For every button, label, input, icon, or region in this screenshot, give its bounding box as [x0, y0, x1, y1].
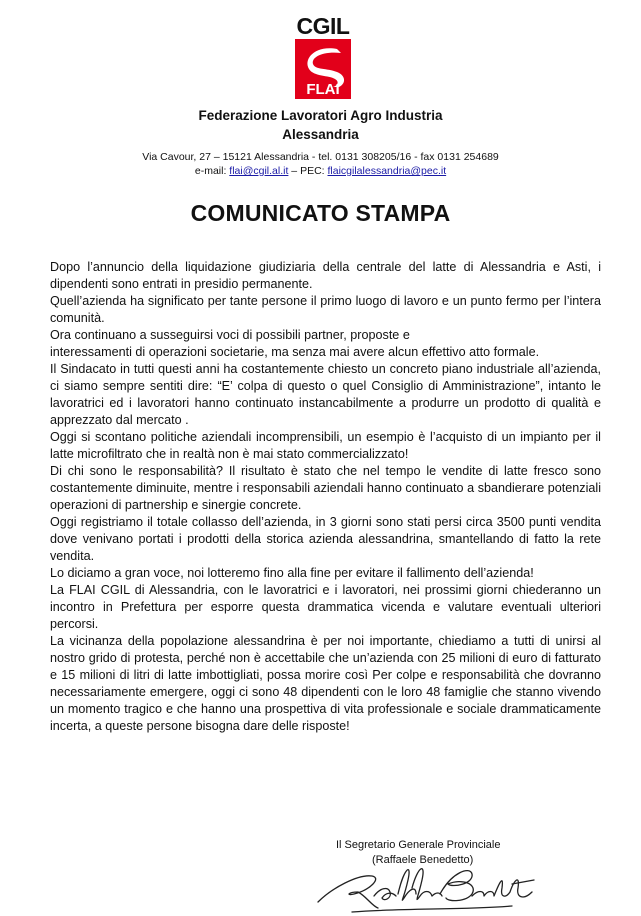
body-paragraph: Dopo l’annuncio della liquidazione giudiziaria della centrale del latte di Alessandria e Asti, i dipendenti sono entrati in presidio permanente. — [50, 260, 601, 291]
handwritten-signature — [312, 858, 542, 916]
pec-label: – PEC: — [288, 165, 328, 177]
logo-red-box — [295, 39, 351, 99]
body-paragraph: Lo diciamo a gran voce, noi lotteremo fino alla fine per evitare il fallimento dell’azienda! — [50, 566, 534, 580]
organization-city: Alessandria — [282, 127, 359, 142]
email-link[interactable]: flai@cgil.al.it — [229, 165, 289, 177]
pec-link[interactable]: flaicgilalessandria@pec.it — [327, 165, 447, 177]
cgil-flai-logo — [288, 14, 358, 100]
body-paragraph: La FLAI CGIL di Alessandria, con le lavoratrici e i lavoratori, nei prossimi giorni chiederanno un incontro in Prefettura per esporre questa drammatica vicenda e valutare eventuali ulteriori percorsi. — [50, 583, 601, 631]
body-paragraph: Quell’azienda ha significato per tante persone il primo luogo di lavoro e un punto fermo per l’intera comunità. — [50, 294, 601, 325]
logo-flai-text: FLAI — [306, 81, 340, 98]
email-label: e-mail: — [194, 165, 230, 177]
organization-name: Federazione Lavoratori Agro Industria — [198, 108, 443, 123]
body-paragraph: Oggi registriamo il totale collasso dell’azienda, in 3 giorni sono stati persi circa 3500 punti vendita dove venivano portati i prodotti della storica azienda alessandrina, smantellando di fatto la rete vendita. — [50, 515, 601, 563]
body-paragraph: Oggi si scontano politiche aziendali incomprensibili, un esempio è l’acquisto di un impianto per il latte microfiltrato che in realtà non è mai stato commercializzato! — [50, 430, 601, 461]
signatory-role: Il Segretario Generale Provinciale — [336, 839, 501, 851]
body-paragraph: Ora continuano a susseguirsi voci di possibili partner, proposte e — [50, 328, 410, 342]
press-release-title: COMUNICATO STAMPA — [190, 200, 451, 226]
body-paragraph: Di chi sono le responsabilità? Il risultato è stato che nel tempo le vendite di latte fresco sono costantemente diminuite, mentre i responsabili aziendali hanno continuato a sbandierare potenziali operazioni di partnership e sinergie concrete. — [50, 464, 601, 512]
logo-cgil-text: CGIL — [296, 13, 350, 39]
press-release-body — [50, 259, 601, 735]
organization-address: Via Cavour, 27 – 15121 Alessandria - tel. 0131 308205/16 - fax 0131 254689 — [142, 151, 499, 163]
signatory-name: (Raffaele Benedetto) — [372, 854, 474, 866]
contact-line — [0, 164, 641, 178]
body-paragraph: interessamenti di operazioni societarie, ma senza mai avere alcun effettivo atto formale. — [50, 345, 540, 359]
body-paragraph: La vicinanza della popolazione alessandrina è per noi importante, chiediamo a tutti di unirsi al nostro grido di protesta, perché non è accettabile che un’azienda con 25 milioni di euro di fatturato e 15 milioni di litri di latte imbottigliati, possa morire così Per colpe e responsabilità che dovranno necessariamente emergere, oggi ci sono 48 dipendenti con le loro 48 famiglie che stanno vivendo un momento tragico e che hanno una prospettiva di vita professionale e sociale drammaticamente incerta, a queste persone bisogna dare delle risposte! — [50, 634, 601, 733]
body-paragraph: Il Sindacato in tutti questi anni ha costantemente chiesto un concreto piano industriale all’azienda, ci siamo sempre sentiti dire: “E’ colpa di questo o quel Consiglio di Amministrazione”, intanto le lavoratrici ed i lavoratori hanno continuato instancabilmente a produrre un prodotto di qualità e apprezzato dal mercato . — [50, 362, 601, 427]
